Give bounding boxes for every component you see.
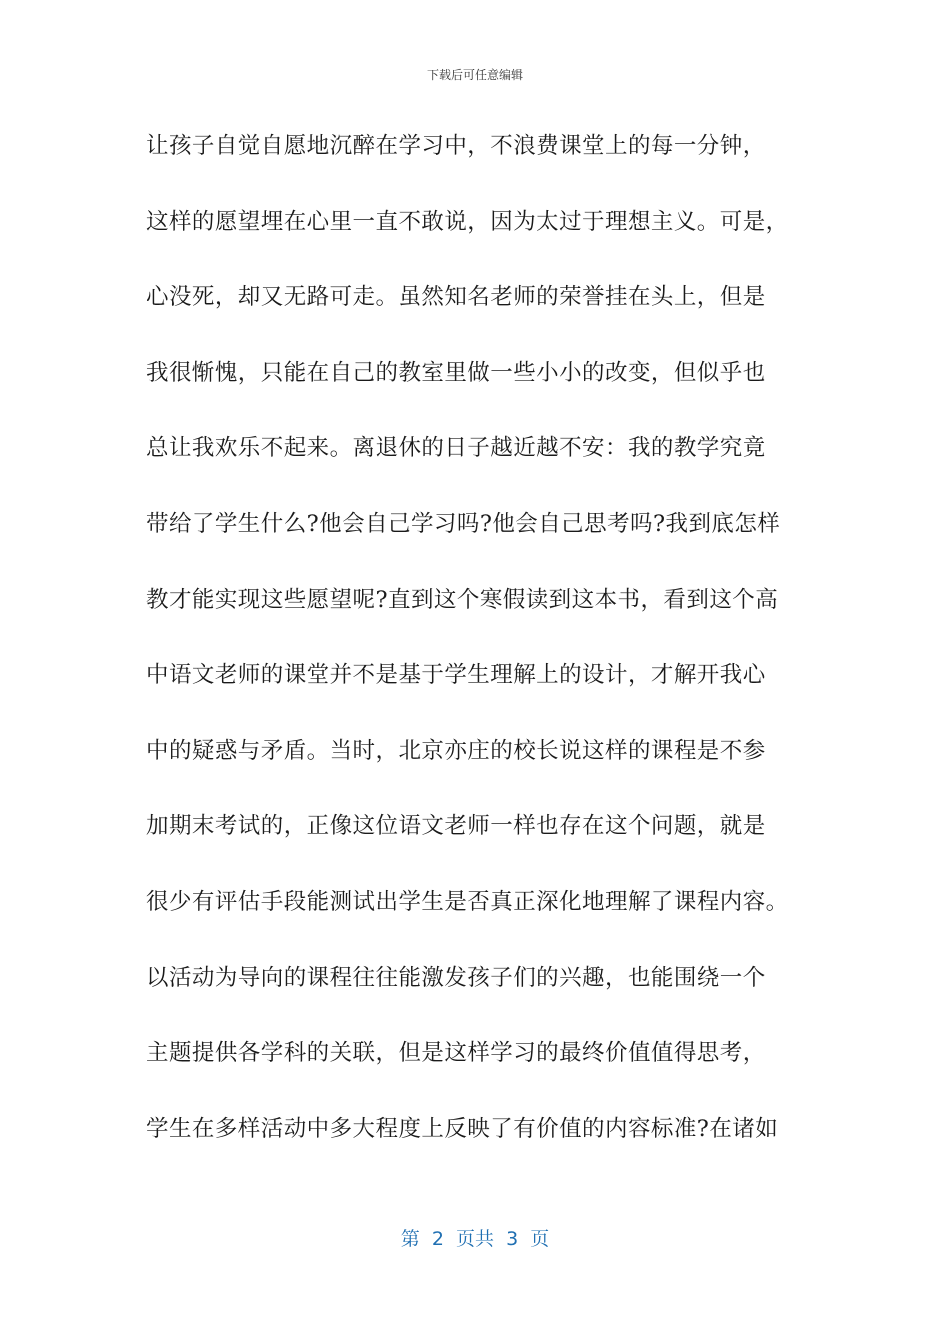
body-line-2: 这样的愿望埋在心里一直不敢说，因为太过于理想主义。可是， — [146, 208, 789, 235]
body-line-8: 中语文老师的课堂并不是基于学生理解上的设计，才解开我心 — [146, 662, 766, 689]
body-line-1: 让孩子自觉自愿地沉醉在学习中，不浪费课堂上的每一分钟， — [146, 133, 766, 159]
body-line-11: 很少有评估手段能测试出学生是否真正深化地理解了课程内容。 — [146, 888, 789, 915]
body-line-6: 带给了学生什么?他会自己学习吗?他会自己思考吗?我到底怎样 — [146, 510, 781, 537]
body-line-4: 我很惭愧，只能在自己的教室里做一些小小的改变，但似乎也 — [146, 359, 766, 386]
body-line-13: 主题提供各学科的关联，但是这样学习的最终价值值得思考， — [146, 1040, 766, 1067]
page-number-footer: 第 2 页共 3 页 — [400, 1228, 550, 1250]
body-line-5: 总让我欢乐不起来。离退休的日子越近越不安：我的教学究竟 — [146, 435, 766, 462]
page-header-note: 下载后可任意编辑 — [426, 68, 523, 82]
body-line-12: 以活动为导向的课程往往能激发孩子们的兴趣，也能围绕一个 — [146, 964, 766, 991]
body-line-3: 心没死，却又无路可走。虽然知名老师的荣誉挂在头上，但是 — [146, 284, 766, 311]
body-line-14: 学生在多样活动中多大程度上反映了有价值的内容标准?在诸如 — [146, 1115, 779, 1142]
body-line-10: 加期末考试的，正像这位语文老师一样也存在这个问题，就是 — [146, 813, 766, 840]
body-line-7: 教才能实现这些愿望呢?直到这个寒假读到这本书，看到这个高 — [146, 586, 779, 613]
body-line-9: 中的疑惑与矛盾。当时，北京亦庄的校长说这样的课程是不参 — [146, 737, 766, 764]
document-body — [146, 124, 818, 1182]
